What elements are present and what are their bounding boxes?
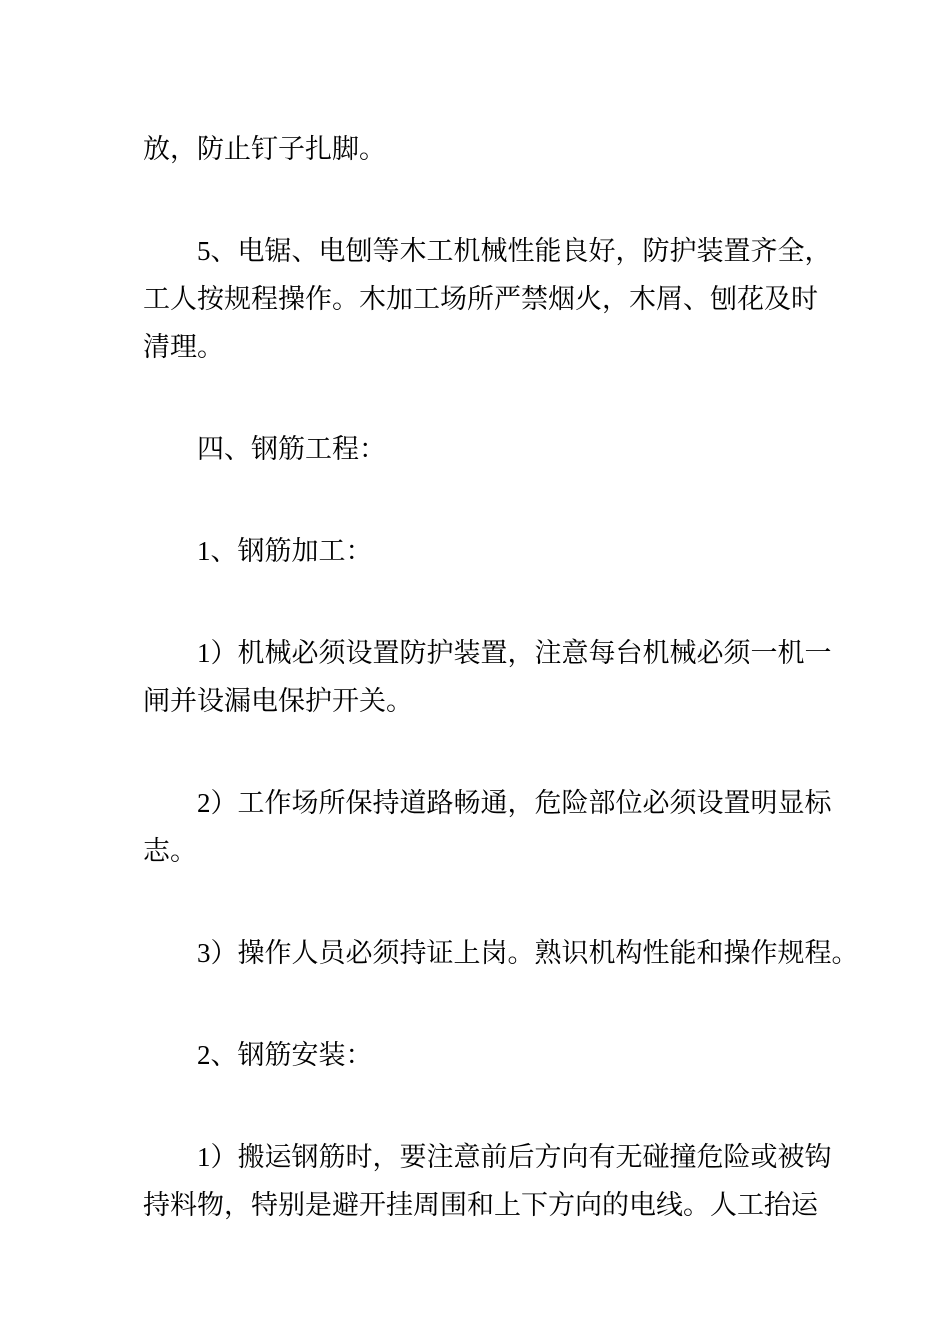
paragraph <box>143 125 818 173</box>
text-line: 2、钢筋安装： <box>197 1040 373 1070</box>
text-line: 清理。 <box>143 332 224 362</box>
text-line: 放，防止钉子扎脚。 <box>143 134 386 164</box>
paragraph <box>143 929 859 977</box>
paragraph <box>143 1133 832 1229</box>
text-line: 1、钢筋加工： <box>197 536 373 566</box>
paragraph <box>143 629 832 725</box>
text-line: 2）工作场所保持道路畅通，危险部位必须设置明显标 <box>197 788 832 818</box>
text-line: 5、电锯、电刨等木工机械性能良好，防护装置齐全， <box>197 236 832 266</box>
paragraph <box>143 779 832 875</box>
text-line: 闸并设漏电保护开关。 <box>143 686 413 716</box>
text-line: 持料物，特别是避开挂周围和上下方向的电线。人工抬运 <box>143 1190 818 1220</box>
paragraph-subsection-heading <box>143 1031 818 1079</box>
text-line: 四、钢筋工程： <box>197 434 386 464</box>
text-line: 3）操作人员必须持证上岗。熟识机构性能和操作规程。 <box>197 938 859 968</box>
paragraph-subsection-heading <box>143 527 818 575</box>
text-line: 1）搬运钢筋时，要注意前后方向有无碰撞危险或被钩 <box>197 1142 832 1172</box>
text-line: 志。 <box>143 836 197 866</box>
paragraph-section-heading <box>143 425 818 473</box>
text-line: 工人按规程操作。木加工场所严禁烟火，木屑、刨花及时 <box>143 284 818 314</box>
text-line: 1）机械必须设置防护装置，注意每台机械必须一机一 <box>197 638 832 668</box>
paragraph <box>143 227 832 371</box>
